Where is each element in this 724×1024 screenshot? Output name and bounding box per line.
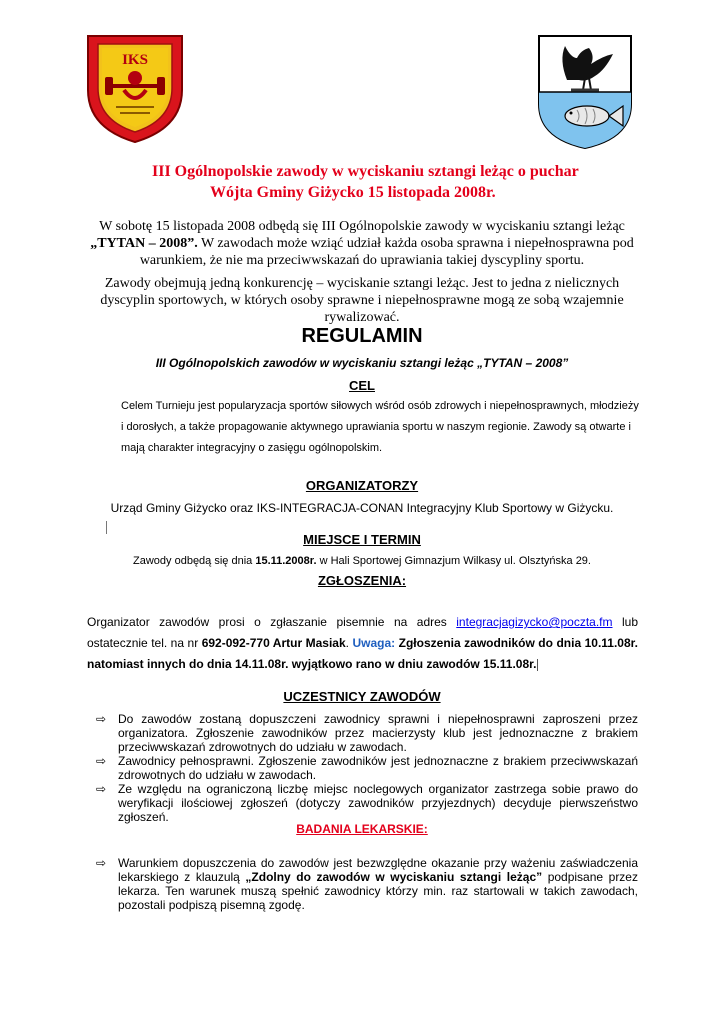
- title-line-1: III Ogólnopolskie zawody w wyciskaniu sztangi leżąc o puchar: [152, 163, 579, 180]
- organizatorzy-heading: ORGANIZATORZY: [305, 478, 419, 493]
- iks-club-shield-logo: [82, 30, 188, 146]
- zgloszenia-heading: ZGŁOSZENIA:: [317, 573, 407, 588]
- list-item: [96, 856, 638, 912]
- hollow-arrow-right-icon: ⇨: [96, 712, 107, 726]
- zgloszenia-text-a: Organizator zawodów prosi o zgłaszanie pisemnie na adres: [87, 615, 457, 629]
- cel-heading: CEL: [349, 378, 375, 393]
- logo-left-text: IKS: [122, 52, 148, 68]
- badania-clause: „Zdolny do zawodów w wyciskaniu sztangi leżąc”: [245, 870, 543, 884]
- cel-text: Celem Turnieju jest popularyzacja sportów siłowych wśród osób zdrowych i niepełnosprawnych, młodzieży i dorosłych, a także propagowanie aktywnego uprawiania sportu w naszym regionie. Zawody są otwarte i mają charakter integracyjny o zasięgu ogólnopolskim.: [121, 400, 639, 454]
- zgloszenia-text-c: .: [345, 636, 353, 650]
- intro-paragraph-1: [82, 218, 642, 269]
- list-item-text: Ze względu na ograniczoną liczbę miejsc noclegowych organizator zastrzega sobie prawo do weryfikacji ilościowej zgłoszeń (dotyczy zawodników przyjezdnych) decyduje pierwszeństwo zgłoszeń.: [118, 782, 638, 824]
- badania-text-a: Warunkiem dopuszczenia do zawodów jest bezwzględne okazanie przy ważeniu zaświadczenia lekarskiego z klauzulą: [118, 856, 638, 884]
- list-item: [96, 782, 638, 824]
- list-item-text: Zawodnicy pełnosprawni. Zgłoszenie zawodników jest jednoznaczne z brakiem przeciwwskazań zdrowotnych do udziału w zawodach.: [118, 754, 638, 782]
- hollow-arrow-right-icon: ⇨: [96, 782, 107, 796]
- zgloszenia-text-b: lub ostatecznie tel. na nr: [87, 615, 638, 650]
- miejsce-date: 15.11.2008r.: [255, 555, 317, 567]
- list-item: [96, 754, 638, 782]
- list-item-text: Do zawodów zostaną dopuszczeni zawodnicy sprawni i niepełnosprawni zaproszeni przez organizatora. Zgłoszenie zawodników przez macierzysty klub jest jednoznaczne z brakiem przeciwwskazań zdrowotnych do udziału w zawodach.: [118, 712, 638, 754]
- organizatorzy-text: Urząd Gminy Giżycko oraz IKS-INTEGRACJA-CONAN Integracyjny Klub Sportowy w Giżycku.: [110, 501, 614, 515]
- zgloszenia-uwaga: Uwaga:: [352, 636, 396, 650]
- intro-p1-text-a: W sobotę 15 listopada 2008 odbędą się III Ogólnopolskie zawody w wyciskaniu sztangi leżąc: [99, 219, 625, 234]
- zgloszenia-phone: 692-092-770 Artur Masiak: [201, 636, 346, 650]
- zgloszenia-deadline: Zgłoszenia zawodników do dnia 10.11.08r. natomiast innych do dnia 14.11.08r. wyjątkowo rano w dniu zawodów 15.11.08r.: [87, 636, 638, 671]
- badania-text-b: podpisane przez lekarza. Ten warunek muszą spełnić zawodnicy którzy min. raz startowali w takich zawodach, pozostali podpiszą pisemną zgodę.: [118, 870, 638, 912]
- text-cursor-marker: [537, 659, 538, 671]
- page-title: [152, 161, 622, 203]
- hollow-arrow-right-icon: ⇨: [96, 856, 107, 870]
- zgloszenia-email-link[interactable]: integracjagizycko@poczta.fm: [456, 615, 613, 629]
- list-item: [96, 712, 638, 754]
- title-line-2: Wójta Gminy Giżycko 15 listopada 2008r.: [210, 184, 496, 201]
- uczestnicy-list: [96, 712, 638, 824]
- uczestnicy-heading: UCZESTNICY ZAWODÓW: [283, 689, 441, 704]
- intro-paragraph-2: Zawody obejmują jedną konkurencję – wyciskanie sztangi leżąc. Jest to jedna z nielicznych dyscyplin sportowych, w których osoby sprawne i niepełnosprawne mogą ze sobą wzajemnie rywalizować.: [100, 276, 624, 325]
- intro-p1-text-b: W zawodach może wziąć udział każda osoba sprawna i niepełnosprawna pod warunkiem, że nie ma przeciwwskazań do uprawiania takiej dyscypliny sportu.: [139, 236, 634, 268]
- badania-list: [96, 856, 638, 912]
- gmina-gizycko-coat-of-arms: [537, 34, 633, 150]
- miejsce-heading: MIEJSCE I TERMIN: [303, 532, 421, 547]
- intro-p1-event-name: „TYTAN – 2008”.: [90, 236, 198, 251]
- badania-heading: BADANIA LEKARSKIE:: [296, 822, 428, 836]
- hollow-arrow-right-icon: ⇨: [96, 754, 107, 768]
- miejsce-text: [0, 555, 724, 567]
- zgloszenia-text: [87, 612, 638, 675]
- miejsce-text-a: Zawody odbędą się dnia: [133, 555, 256, 567]
- miejsce-text-b: w Hali Sportowej Gimnazjum Wilkasy ul. Olsztyńska 29.: [316, 555, 591, 567]
- regulamin-heading: REGULAMIN: [301, 325, 423, 347]
- regulamin-subtitle: III Ogólnopolskich zawodów w wyciskaniu sztangi leżąc „TYTAN – 2008”: [155, 356, 569, 370]
